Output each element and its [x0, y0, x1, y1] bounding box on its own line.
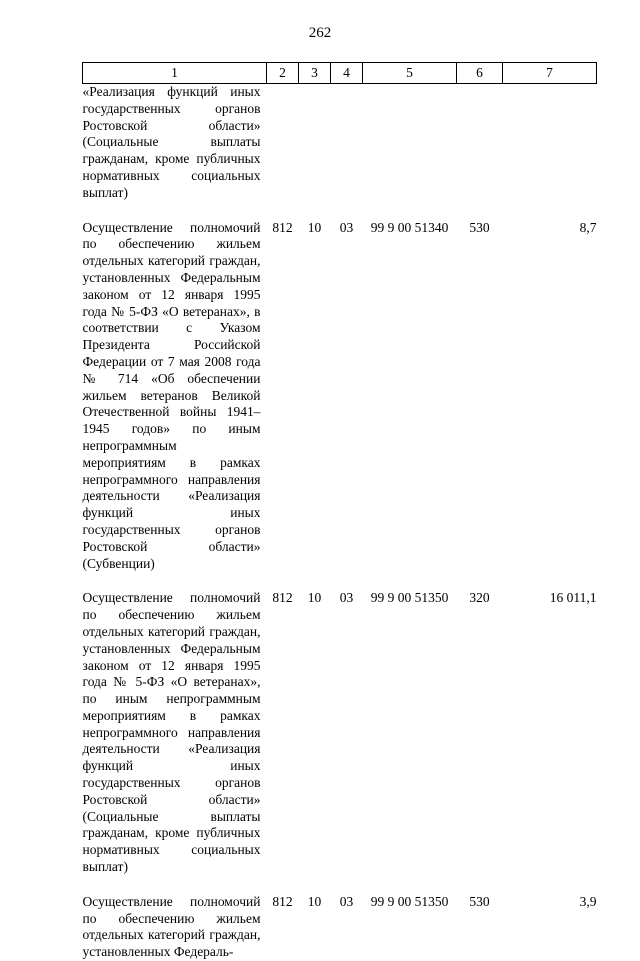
section-code: 10 [307, 590, 322, 606]
column-header: 7 [503, 63, 597, 84]
ministry-code [267, 84, 299, 202]
target-article-code: 99 9 00 51340 [370, 219, 449, 235]
target-article-code [363, 84, 457, 202]
budget-table [82, 62, 597, 961]
column-header: 5 [363, 63, 457, 84]
subsection-code: 03 [339, 590, 354, 606]
section-code: 10 [307, 893, 322, 909]
row-description: «Реализация функций иных государственных органов Ростовской области» (Социальные выплаты гражданам, кроме публичных нормативных социальных выплат) [82, 84, 261, 200]
ministry-code: 812 [272, 590, 293, 606]
subsection-code: 03 [339, 219, 354, 235]
subsection-code [331, 84, 363, 202]
table-row [83, 220, 597, 573]
column-header: 4 [331, 63, 363, 84]
section-code: 10 [307, 219, 322, 235]
ministry-code: 812 [272, 893, 293, 909]
ministry-code: 812 [272, 219, 293, 235]
table-row [83, 84, 597, 202]
table-row [83, 894, 597, 961]
target-article-code: 99 9 00 51350 [370, 893, 449, 909]
subsection-code: 03 [339, 893, 354, 909]
column-header: 2 [267, 63, 299, 84]
expense-type-code: 530 [469, 219, 490, 235]
amount [503, 84, 597, 202]
amount: 8,7 [579, 219, 597, 235]
expense-type-code: 320 [469, 590, 490, 606]
expense-type-code: 530 [469, 893, 490, 909]
row-description: Осуществление полномочий по обеспечению жильем отдельных категорий граждан, установленных Федераль- [82, 893, 261, 960]
page-number: 262 [308, 25, 332, 41]
column-header: 1 [83, 63, 267, 84]
column-header: 3 [299, 63, 331, 84]
section-code [299, 84, 331, 202]
column-header: 6 [457, 63, 503, 84]
table-row [83, 590, 597, 876]
target-article-code: 99 9 00 51350 [370, 590, 449, 606]
row-description: Осуществление полномочий по обеспечению жильем отдельных категорий граждан, установленных Федеральным законом от 12 января 1995 года № 5-ФЗ «О ветеранах», в соответствии с Указом Президента Российской Федерации от 7 мая 2008 года № 714 «Об обеспечении жильем ветеранов Великой Отечественной войны 1941–1945 годов» по иным непрограммным мероприятиям в рамках непрограммного направления деятельности «Реализация функций иных государственных органов Ростовской области» (Субвенции) [82, 219, 261, 571]
table-header-row [83, 63, 597, 84]
amount: 16 011,1 [549, 590, 597, 606]
row-description: Осуществление полномочий по обеспечению жильем отдельных категорий граждан, установленных Федеральным законом от 12 января 1995 года № 5-ФЗ «О ветеранах», по иным непрограммным мероприятиям в рамках непрограммного направления деятельности «Реализация функций иных государственных органов Ростовской области» (Социальные выплаты гражданам, кроме публичных нормативных социальных выплат) [82, 590, 261, 875]
amount: 3,9 [579, 893, 597, 909]
expense-type-code [457, 84, 503, 202]
